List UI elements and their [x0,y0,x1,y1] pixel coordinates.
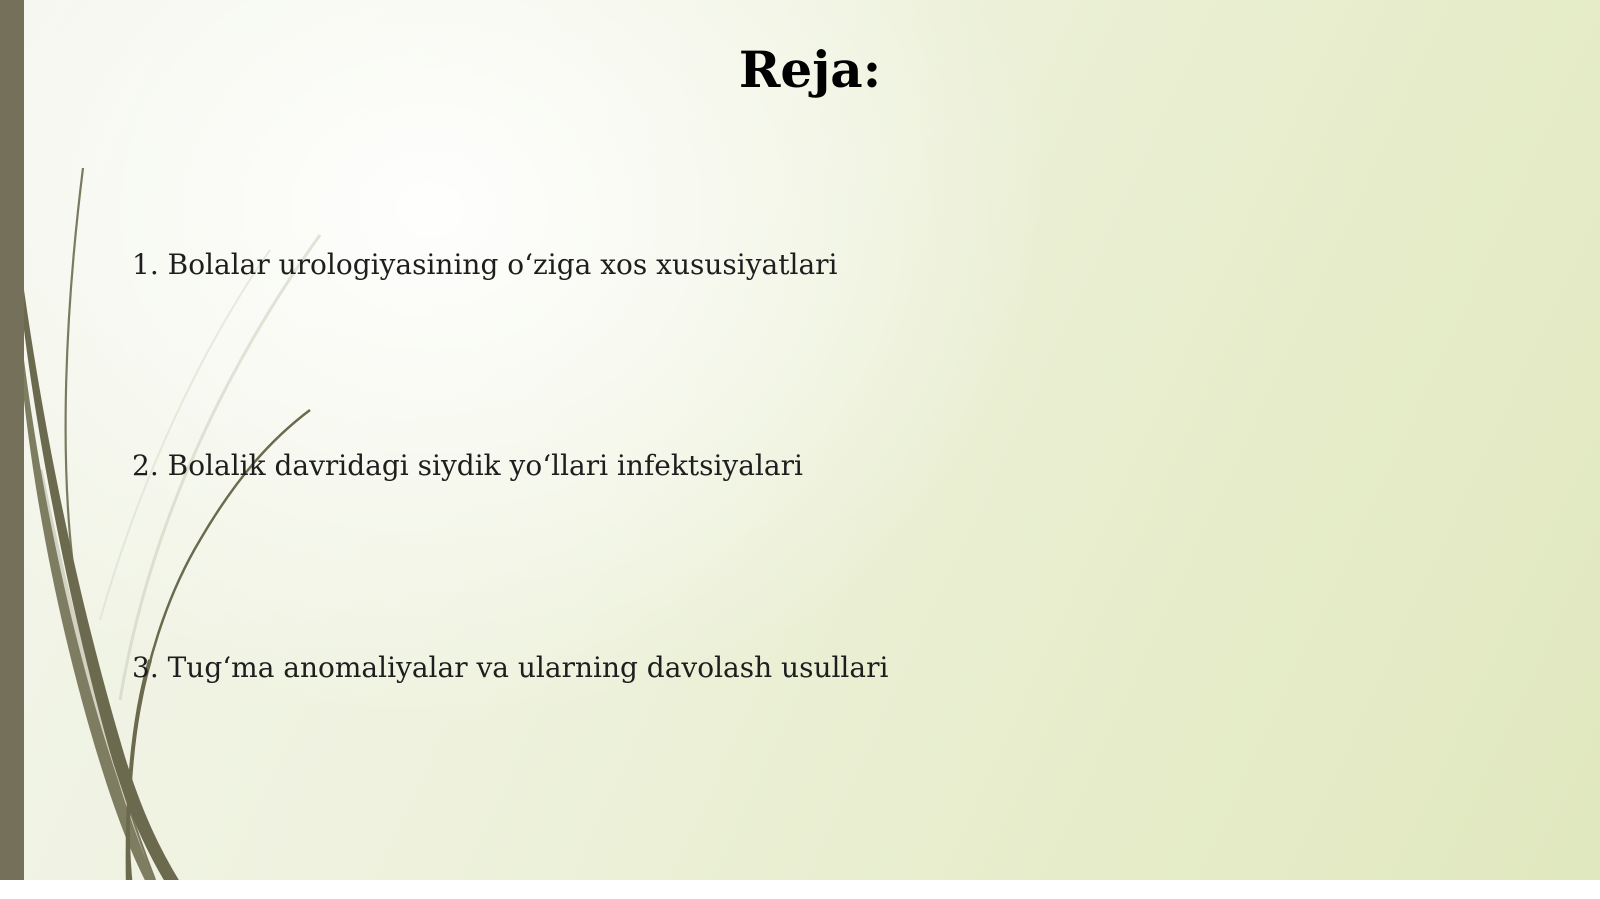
slide-title: Reja: [738,40,882,99]
plan-item-3: 3. Tug‘ma anomaliyalar va ularning davolash usullari [132,651,889,684]
plan-item-1: 1. Bolalar urologiyasining o‘ziga xos xususiyatlari [132,248,838,281]
plan-item-2: 2. Bolalik davridagi siydik yo‘llari infektsiyalari [132,449,803,482]
bottom-strip [0,880,1600,899]
